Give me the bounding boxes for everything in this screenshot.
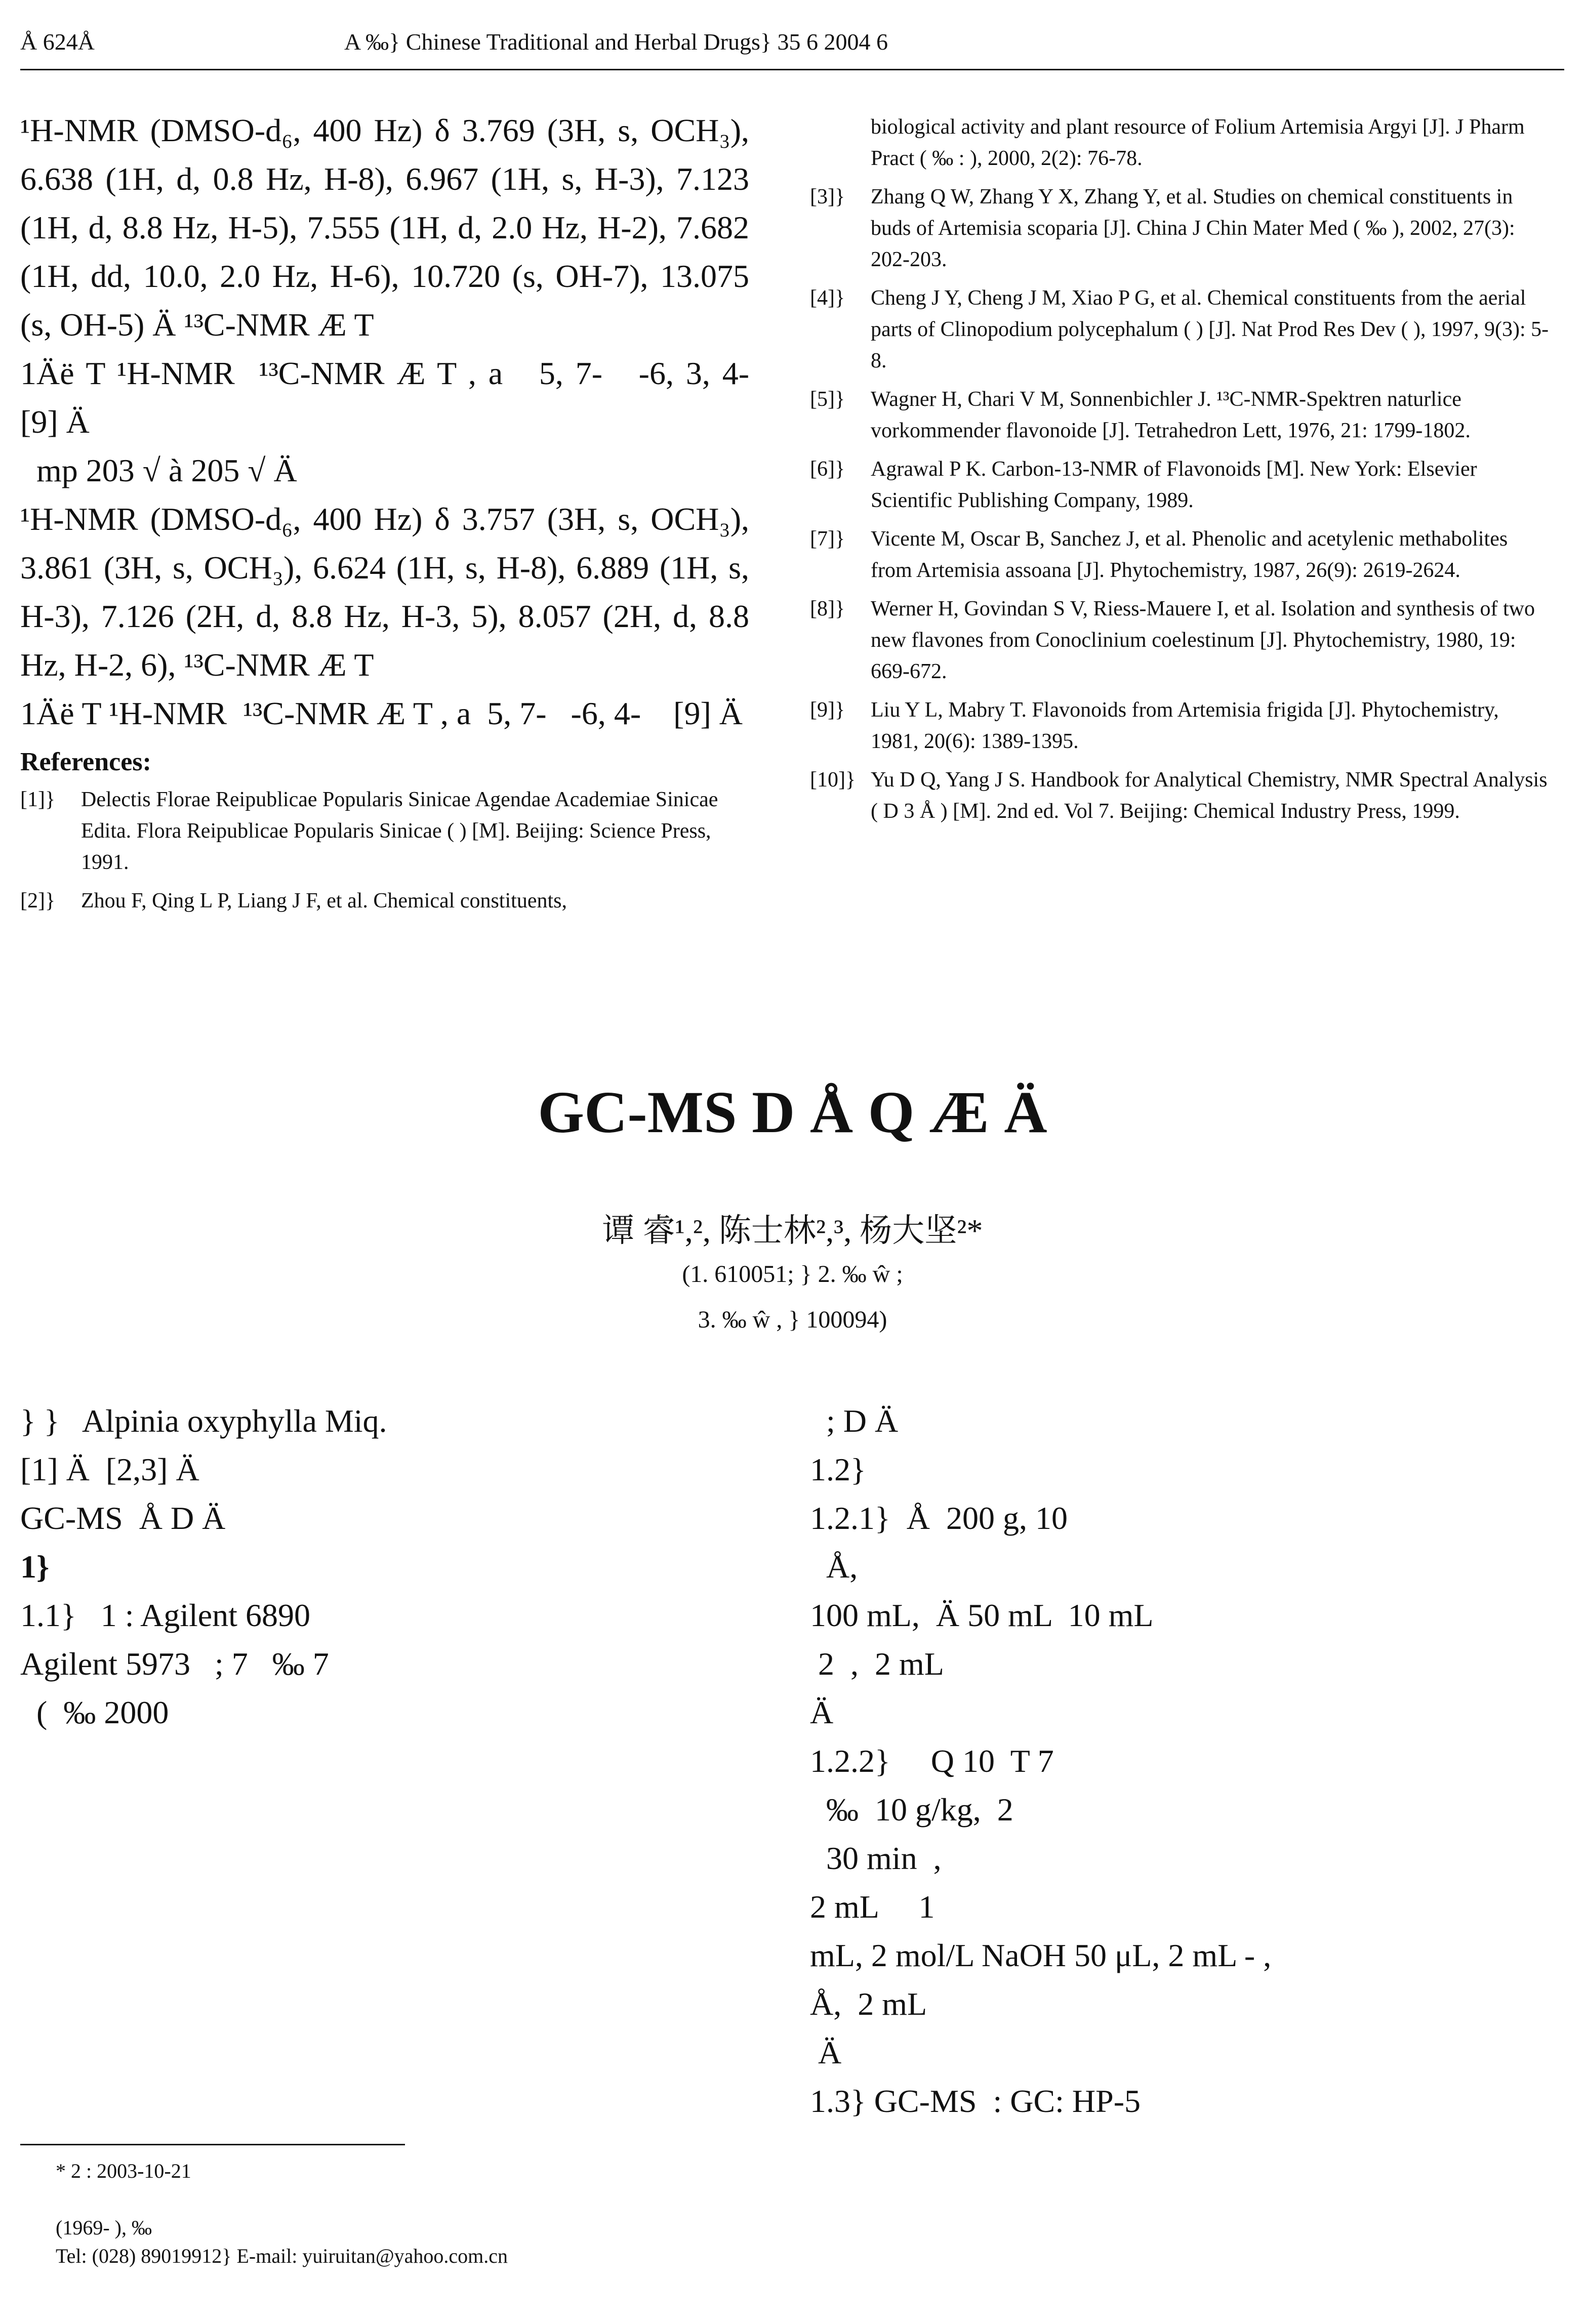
- reference-item: [810, 282, 1549, 377]
- reference-number: [9]}: [810, 698, 845, 722]
- body-line: Ä: [810, 1694, 834, 1730]
- affiliation-line-2: 3. ‰ ŵ , } 100094): [698, 1306, 887, 1333]
- footnote-rule: [20, 2144, 405, 2145]
- running-header-journal: A ‰} Chinese Traditional and Herbal Drugs} 35 6 2004 6: [344, 29, 888, 55]
- reference-text: Cheng J Y, Cheng J M, Xiao P G, et al. Chemical constituents from the aerial parts of Clinopodium polycephalum ( ) [J]. Nat Prod Res Dev ( ), 1997, 9(3): 5-8.: [871, 286, 1549, 372]
- section-heading: 1.3} GC-MS : GC: HP-5: [810, 2083, 1141, 2119]
- reference-item: [20, 885, 749, 917]
- running-header-page: Å 624Å: [20, 29, 95, 55]
- body-line: Agilent 5973 ; 7 ‰ 7: [20, 1646, 329, 1682]
- reference-number: [3]}: [810, 185, 845, 209]
- reference-number: [8]}: [810, 597, 845, 620]
- reference-text: Zhou F, Qing L P, Liang J F, et al. Chemical constituents,: [81, 889, 567, 912]
- header-rule: [20, 69, 1564, 70]
- body-line: [1] Ä [2,3] Ä: [20, 1451, 199, 1487]
- affiliation-line-1: (1. 610051; } 2. ‰ ŵ ;: [682, 1261, 903, 1288]
- body-line: } } Alpinia oxyphylla Miq.: [20, 1403, 387, 1439]
- nmr-paragraph: 1Äë T ¹H-NMR ¹³C-NMR Æ T , a 5, 7- -6, 4- [9] Ä: [20, 695, 743, 731]
- body-line: 1.2.1} Å 200 g, 10: [810, 1500, 1068, 1536]
- reference-number: [6]}: [810, 458, 845, 481]
- body-line: ( ‰ 2000: [20, 1694, 169, 1730]
- reference-number: [5]}: [810, 388, 845, 411]
- reference-text: Delectis Florae Reipublicae Popularis Sinicae Agendae Academiae Sinicae Edita. Flora Reipublicae Popularis Sinicae ( ) [M]. Beijing: Science Press, 1991.: [81, 788, 718, 874]
- body-line: Ä: [810, 2035, 842, 2070]
- nmr-paragraph: ¹H-NMR (DMSO-d₆, 400 Hz) δ 3.769 (3H, s, OCH₃), 6.638 (1H, d, 0.8 Hz, H-8), 6.967 (1H, s, H-3), 7.123 (1H, d, 8.8 Hz, H-5), 7.555 (1H, d, 2.0 Hz, H-2), 7.682 (1H, dd, 10.0, 2.0 Hz, H-6), 10.720 (s, OH-7), 13.075 (s, OH-5) Ä ¹³C-NMR Æ T: [20, 112, 758, 343]
- footnote-received: * 2 : 2003-10-21: [56, 2160, 191, 2182]
- body-line: 1.2.2} Q 10 T 7: [810, 1743, 1054, 1779]
- reference-text: biological activity and plant resource of Folium Artemisia Argyi [J]. J Pharm Pract ( ‰ : ), 2000, 2(2): 76-78.: [871, 115, 1525, 170]
- reference-text: Liu Y L, Mabry T. Flavonoids from Artemisia frigida [J]. Phytochemistry, 1981, 20(6): 1389-1395.: [871, 698, 1499, 753]
- prev-article-right-column: [810, 111, 1549, 834]
- footnote-author-bio: (1969- ), ‰: [56, 2216, 152, 2239]
- reference-text: Agrawal P K. Carbon-13-NMR of Flavonoids [M]. New York: Elsevier Scientific Publishing Company, 1989.: [871, 458, 1477, 512]
- body-line: 100 mL, Ä 50 mL 10 mL: [810, 1597, 1154, 1633]
- reference-text: Zhang Q W, Zhang Y X, Zhang Y, et al. Studies on chemical constituents in buds of Artemisia scoparia [J]. China J Chin Mater Med ( ‰ ), 2002, 27(3): 202-203.: [871, 185, 1515, 271]
- body-line: GC-MS Å D Ä: [20, 1500, 226, 1536]
- reference-number: [1]}: [20, 788, 56, 811]
- reference-text: Yu D Q, Yang J S. Handbook for Analytical Chemistry, NMR Spectral Analysis ( D 3 Å ) [M]. 2nd ed. Vol 7. Beijing: Chemical Industry Press, 1999.: [871, 768, 1548, 823]
- body-line: ; D Ä: [810, 1403, 899, 1439]
- body-line: ‰ 10 g/kg, 2: [810, 1792, 1013, 1828]
- section-heading: 1}: [20, 1549, 66, 1585]
- reference-item: [810, 694, 1549, 757]
- reference-item: [810, 593, 1549, 687]
- reference-number: [10]}: [810, 768, 856, 792]
- reference-text: Wagner H, Chari V M, Sonnenbichler J. ¹³C-NMR-Spektren naturlice vorkommender flavonoide [J]. Tetrahedron Lett, 1976, 21: 1799-1802.: [871, 388, 1471, 442]
- references-heading: References:: [20, 748, 151, 776]
- reference-number: [7]}: [810, 527, 845, 551]
- reference-text: Vicente M, Oscar B, Sanchez J, et al. Phenolic and acetylenic methabolites from Artemisia assoana [J]. Phytochemistry, 1987, 26(9): 2619-2624.: [871, 527, 1508, 582]
- section-heading: 1.2}: [810, 1451, 866, 1487]
- reference-item: [810, 111, 1549, 174]
- reference-item: [810, 181, 1549, 275]
- body-line: 2 mL 1: [810, 1889, 935, 1925]
- reference-number: [2]}: [20, 889, 56, 912]
- nmr-paragraph: mp 203 √ à 205 √ Ä: [20, 452, 297, 488]
- article-authors: 谭 睿¹,², 陈士林²,³, 杨大坚²*: [602, 1213, 983, 1249]
- reference-item: [20, 784, 749, 878]
- body-line: 2 , 2 mL: [810, 1646, 944, 1682]
- prev-article-left-column: [20, 106, 790, 924]
- article-title: GC-MS D Å Q Æ Ä: [538, 1079, 1047, 1145]
- body-line: 30 min ,: [810, 1840, 942, 1876]
- reference-number: [4]}: [810, 286, 845, 310]
- article-body-left-column: [20, 1397, 749, 1737]
- reference-item: [810, 453, 1549, 516]
- footnote-contact: Tel: (028) 89019912} E-mail: yuiruitan@yahoo.com.cn: [56, 2245, 508, 2267]
- nmr-paragraph: ¹H-NMR (DMSO-d₆, 400 Hz) δ 3.757 (3H, s, OCH₃), 3.861 (3H, s, OCH₃), 6.624 (1H, s, H-8), 6.889 (1H, s, H-3), 7.126 (2H, d, 8.8 Hz, H-3, 5), 8.057 (2H, d, 8.8 Hz, H-2, 6), ¹³C-NMR Æ T: [20, 501, 757, 683]
- reference-item: [810, 523, 1549, 586]
- body-line: mL, 2 mol/L NaOH 50 μL, 2 mL - ,: [810, 1937, 1272, 1973]
- article-body-right-column: [810, 1397, 1549, 2126]
- body-line: Å, 2 mL: [810, 1986, 927, 2022]
- reference-item: [810, 764, 1549, 827]
- nmr-paragraph: 1Äë T ¹H-NMR ¹³C-NMR Æ T , a 5, 7- -6, 3, 4- [9] Ä: [20, 355, 790, 440]
- reference-text: Werner H, Govindan S V, Riess-Mauere I, et al. Isolation and synthesis of two new flavones from Conoclinium coelestinum [J]. Phytochemistry, 1980, 19: 669-672.: [871, 597, 1535, 683]
- body-line: Å,: [810, 1549, 858, 1585]
- reference-item: [810, 384, 1549, 446]
- body-line: 1.1} 1 : Agilent 6890: [20, 1597, 310, 1633]
